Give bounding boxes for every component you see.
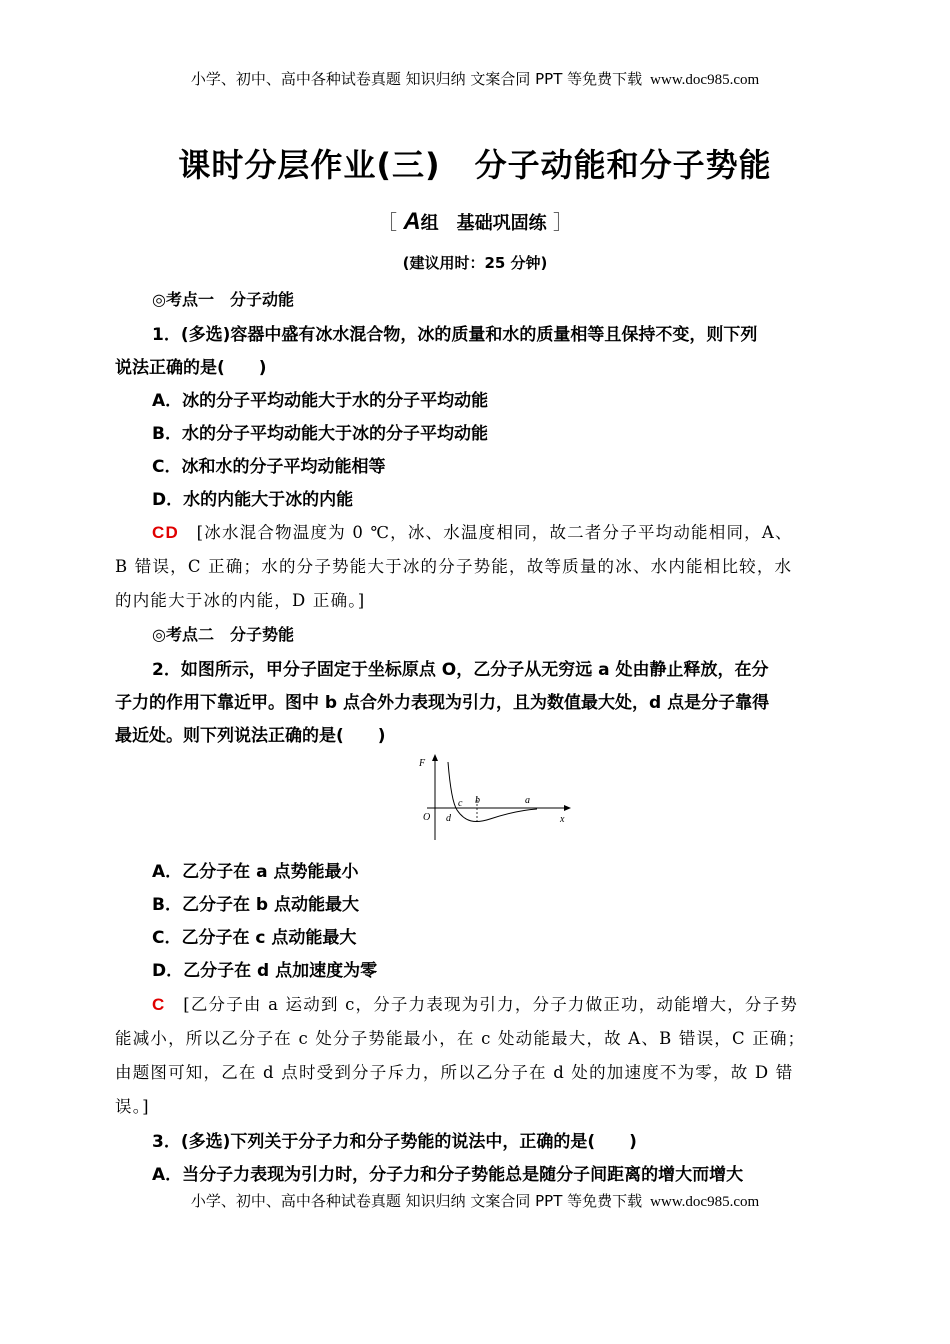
page-header (0, 68, 950, 89)
q2-option-c: C．乙分子在 c 点动能最大 (152, 928, 357, 948)
q1-option-a: A．冰的分子平均动能大于水的分子平均动能 (152, 391, 489, 411)
group-title: 组 基础巩固练 (420, 213, 547, 234)
label-a: a (525, 795, 530, 806)
header-text: 小学、初中、高中各种试卷真题 知识归纳 文案合同 PPT 等免费下载 (190, 70, 643, 88)
label-O: O (423, 812, 431, 823)
label-d: d (446, 813, 451, 824)
f-axis-arrow (432, 754, 438, 761)
q2-option-d: D．乙分子在 d 点加速度为零 (152, 961, 378, 981)
q2-answer-line1 (152, 991, 837, 1015)
q1-option-b: B．水的分子平均动能大于冰的分子平均动能 (152, 424, 488, 444)
kp2-heading: ◎考点二 分子势能 (152, 625, 294, 644)
title-left: 课时分层作业(三) (178, 146, 441, 184)
suggested-time: (建议用时：25 分钟) (402, 254, 548, 272)
page-title (0, 140, 950, 186)
q3-option-a: A．当分子力表现为引力时，分子力和分子势能总是随分子间距离的增大而增大 (152, 1165, 744, 1185)
title-right: 分子动能和分子势能 (474, 146, 772, 184)
q1-answer-key: CD (152, 523, 179, 542)
q2-answer-line3: 由题图可知，乙在 d 点时受到分子斥力，所以乙分子在 d 处的加速度不为零，故 D 错 (115, 1063, 794, 1082)
q2-line2: 子力的作用下靠近甲。图中 b 点合外力表现为引力，且为数值最大处，d 点是分子靠得 (115, 693, 770, 713)
q2-answer-line2: 能减小，所以乙分子在 c 处分子势能最小，在 c 处动能最大，故 A、B 错误，C 正确； (115, 1029, 806, 1048)
q1-line1: 1．(多选)容器中盛有冰水混合物，冰的质量和水的质量相等且保持不变，则下列 (152, 325, 758, 345)
q3-line1: 3．(多选)下列关于分子力和分子势能的说法中，正确的是( ) (152, 1132, 637, 1152)
label-x: x (560, 814, 565, 825)
q2-answer-text1: [乙分子由 a 运动到 c，分子力表现为引力，分子力做正功，动能增大，分子势 (183, 995, 799, 1014)
q1-answer-text1: [冰水混合物温度为 0 ℃，冰、水温度相同，故二者分子平均动能相同，A、 (196, 523, 793, 542)
q2-option-b: B．乙分子在 b 点动能最大 (152, 895, 359, 915)
label-F: F (419, 758, 426, 769)
q1-line2: 说法正确的是( ) (115, 358, 267, 378)
q2-option-a: A．乙分子在 a 点势能最小 (152, 862, 359, 882)
label-c: c (458, 798, 463, 809)
q1-option-c: C．冰和水的分子平均动能相等 (152, 457, 386, 477)
q1-answer-line2: B 错误，C 正确；水的分子势能大于冰的分子势能，故等质量的冰、水内能相比较，水 (115, 557, 793, 576)
q2-answer-line4: 误。] (115, 1097, 150, 1116)
q2-line1: 2．如图所示，甲分子固定于坐标原点 O，乙分子从无穷远 a 处由静止释放，在分 (152, 660, 769, 680)
group-letter: A (403, 208, 421, 235)
q1-answer-line3: 的内能大于冰的内能，D 正确。] (115, 591, 366, 610)
force-distance-graph (415, 752, 575, 844)
q2-answer-key: C (152, 995, 166, 1014)
footer-text: 小学、初中、高中各种试卷真题 知识归纳 文案合同 PPT 等免费下载 (190, 1192, 643, 1210)
bracket-open: ［ (377, 210, 398, 234)
group-label (0, 206, 950, 236)
bracket-close: ］ (552, 210, 573, 234)
q1-answer-line1 (152, 519, 837, 543)
force-curve (448, 762, 537, 822)
page-footer (0, 1190, 950, 1211)
footer-url[interactable]: www.doc985.com (650, 1194, 760, 1210)
x-axis-arrow (564, 805, 571, 811)
kp1-heading: ◎考点一 分子动能 (152, 290, 294, 309)
label-b: b (475, 795, 480, 806)
q1-option-d: D．水的内能大于冰的内能 (152, 490, 354, 510)
q2-line3: 最近处。则下列说法正确的是( ) (115, 726, 386, 746)
header-url[interactable]: www.doc985.com (650, 72, 760, 88)
